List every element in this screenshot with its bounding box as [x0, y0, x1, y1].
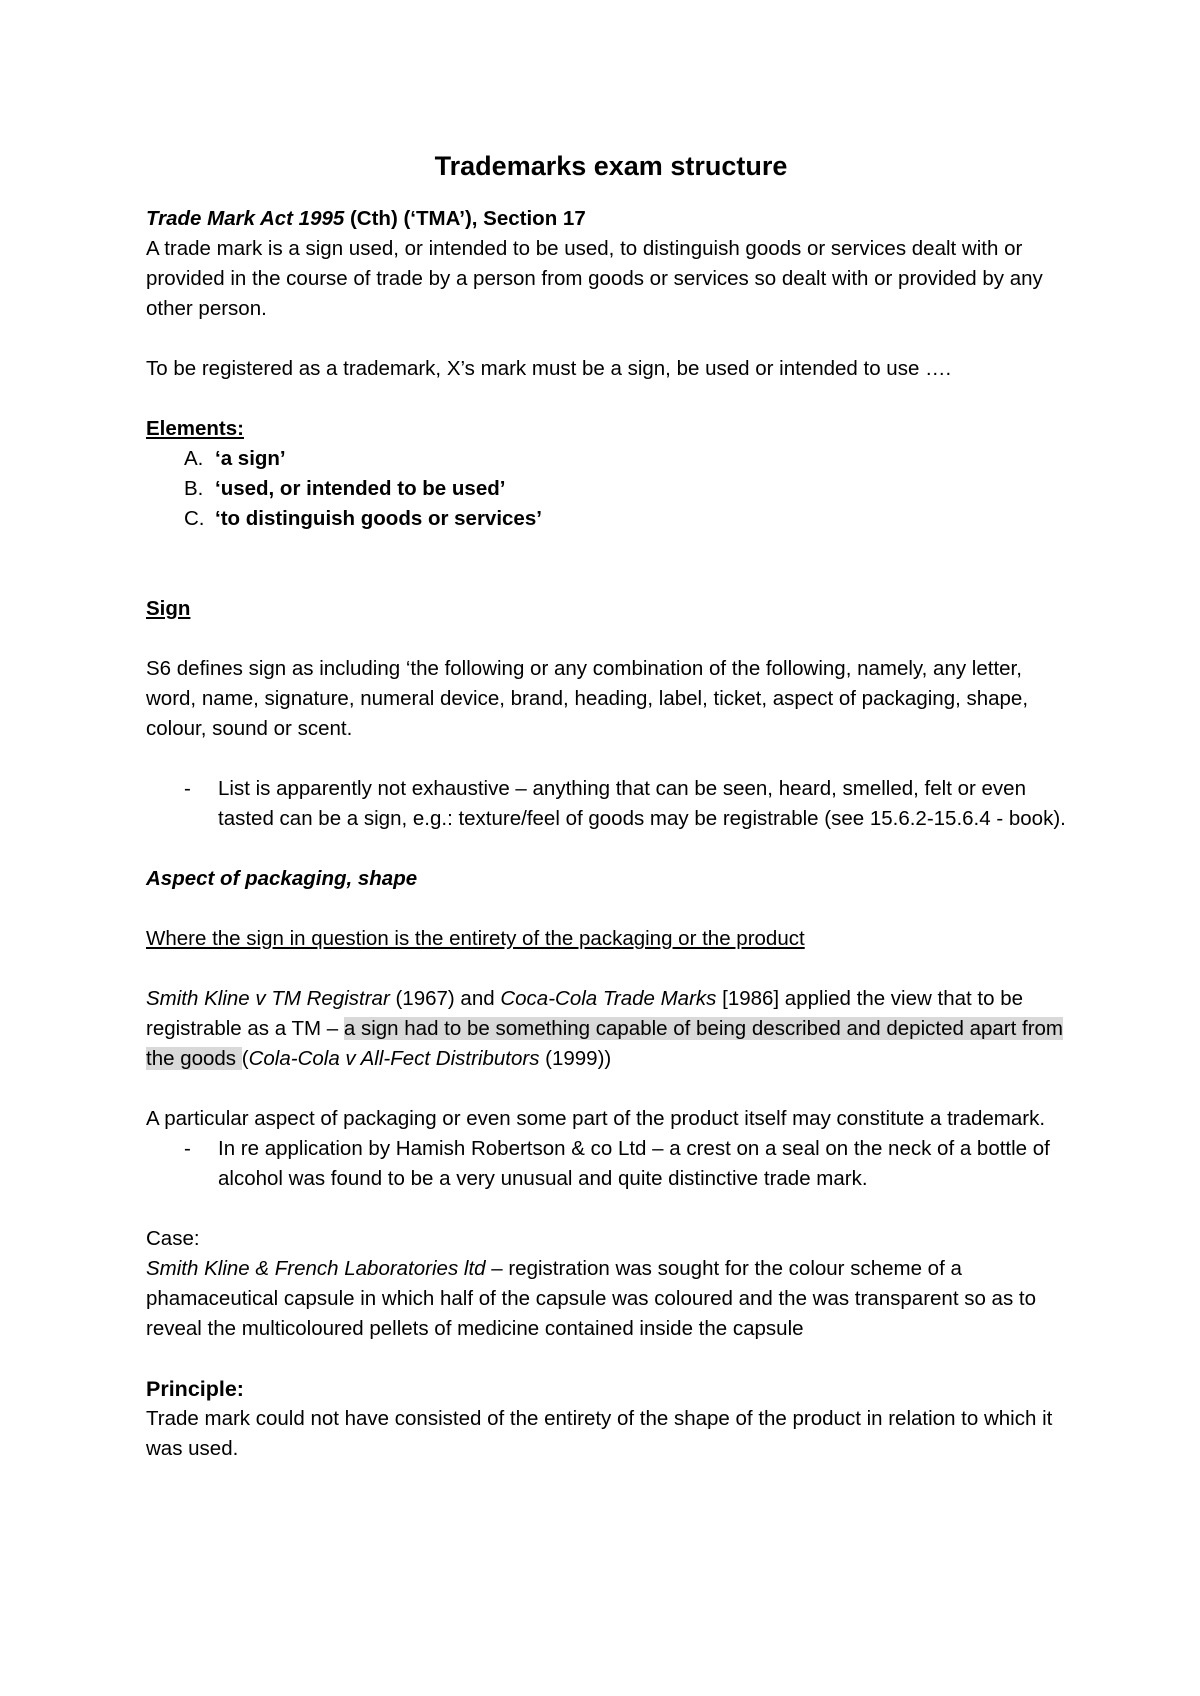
document-body: [146, 148, 1076, 1464]
highlighted-text: a sign had to be something capable of being described and depicted apart from the goods: [146, 1017, 1063, 1070]
sign-heading: Sign: [146, 597, 191, 620]
packaging-subheading: Where the sign in question is the entirety of the packaging or the product: [146, 927, 805, 950]
registration-text: To be registered as a trademark, X’s mark must be a sign, be used or intended to use ….: [146, 357, 952, 380]
principle-text: Trade mark could not have consisted of the entirety of the shape of the product in relation to which it was used.: [146, 1407, 1053, 1460]
dash-marker: -: [184, 777, 191, 800]
elements-heading: Elements:: [146, 417, 244, 440]
act-name: Trade Mark Act 1995: [146, 207, 345, 230]
case-name: Coca-Cola Trade Marks: [500, 987, 717, 1010]
packaging-paragraph: A particular aspect of packaging or even some part of the product itself may constitute a trademark.: [146, 1107, 1046, 1130]
case-text: – registration was sought for the colour scheme of a phamaceutical capsule in which half of the capsule was coloured and the was transparent so as to reveal the multicoloured pellets of medicine contained inside the capsule: [146, 1257, 1036, 1340]
packaging-bullet-list: [146, 1134, 1076, 1194]
list-item: [146, 1134, 1076, 1194]
element-marker: B.: [184, 477, 204, 500]
element-text: ‘a sign’: [215, 447, 286, 470]
element-item-a: [146, 444, 1076, 474]
case-name: Smith Kline v TM Registrar: [146, 987, 390, 1010]
elements-list: [146, 444, 1076, 534]
packaging-cases-paragraph: [146, 984, 1076, 1074]
case-name: Cola-Cola v All-Fect Distributors: [248, 1047, 540, 1070]
packaging-heading: Aspect of packaging, shape: [146, 867, 418, 890]
trade-mark-definition: A trade mark is a sign used, or intended to be used, to distinguish goods or services dealt with or provided in the course of trade by a person from goods or services so dealt with or provided by any other person.: [146, 237, 1043, 320]
act-section: (Cth) (‘TMA’), Section 17: [344, 207, 586, 230]
element-item-b: [146, 474, 1076, 504]
element-marker: A.: [184, 447, 204, 470]
list-item-text: List is apparently not exhaustive – anything that can be seen, heard, smelled, felt or even tasted can be a sign, e.g.: texture/feel of goods may be registrable (see 15.6.2-15.6.4 - book).: [218, 777, 1066, 830]
sign-bullet-list: [146, 774, 1076, 834]
list-item-text: In re application by Hamish Robertson & co Ltd – a crest on a seal on the neck of a bottle of alcohol was found to be a very unusual and quite distinctive trade mark.: [218, 1137, 1050, 1190]
list-item: [146, 774, 1076, 834]
element-marker: C.: [184, 507, 205, 530]
case-year: (1967) and: [389, 987, 501, 1010]
page-title: Trademarks exam structure: [434, 151, 788, 181]
act-heading: [146, 204, 1076, 234]
dash-marker: -: [184, 1137, 191, 1160]
element-text: ‘to distinguish goods or services’: [215, 507, 542, 530]
sign-definition: S6 defines sign as including ‘the following or any combination of the following, namely, any letter, word, name, signature, numeral device, brand, heading, label, ticket, aspect of packaging, shape, colour, sound or scent.: [146, 657, 1029, 740]
case-label: Case:: [146, 1227, 200, 1250]
case-name: Smith Kline & French Laboratories ltd: [146, 1257, 486, 1280]
case-paragraph: [146, 1254, 1076, 1344]
element-item-c: [146, 504, 1076, 534]
citation-open: (: [241, 1047, 249, 1070]
principle-heading: Principle:: [146, 1377, 244, 1401]
case-year: (1999)): [539, 1047, 612, 1070]
case-text: [1986] applied the view that to be registrable as a TM –: [146, 987, 1024, 1040]
element-text: ‘used, or intended to be used’: [215, 477, 506, 500]
